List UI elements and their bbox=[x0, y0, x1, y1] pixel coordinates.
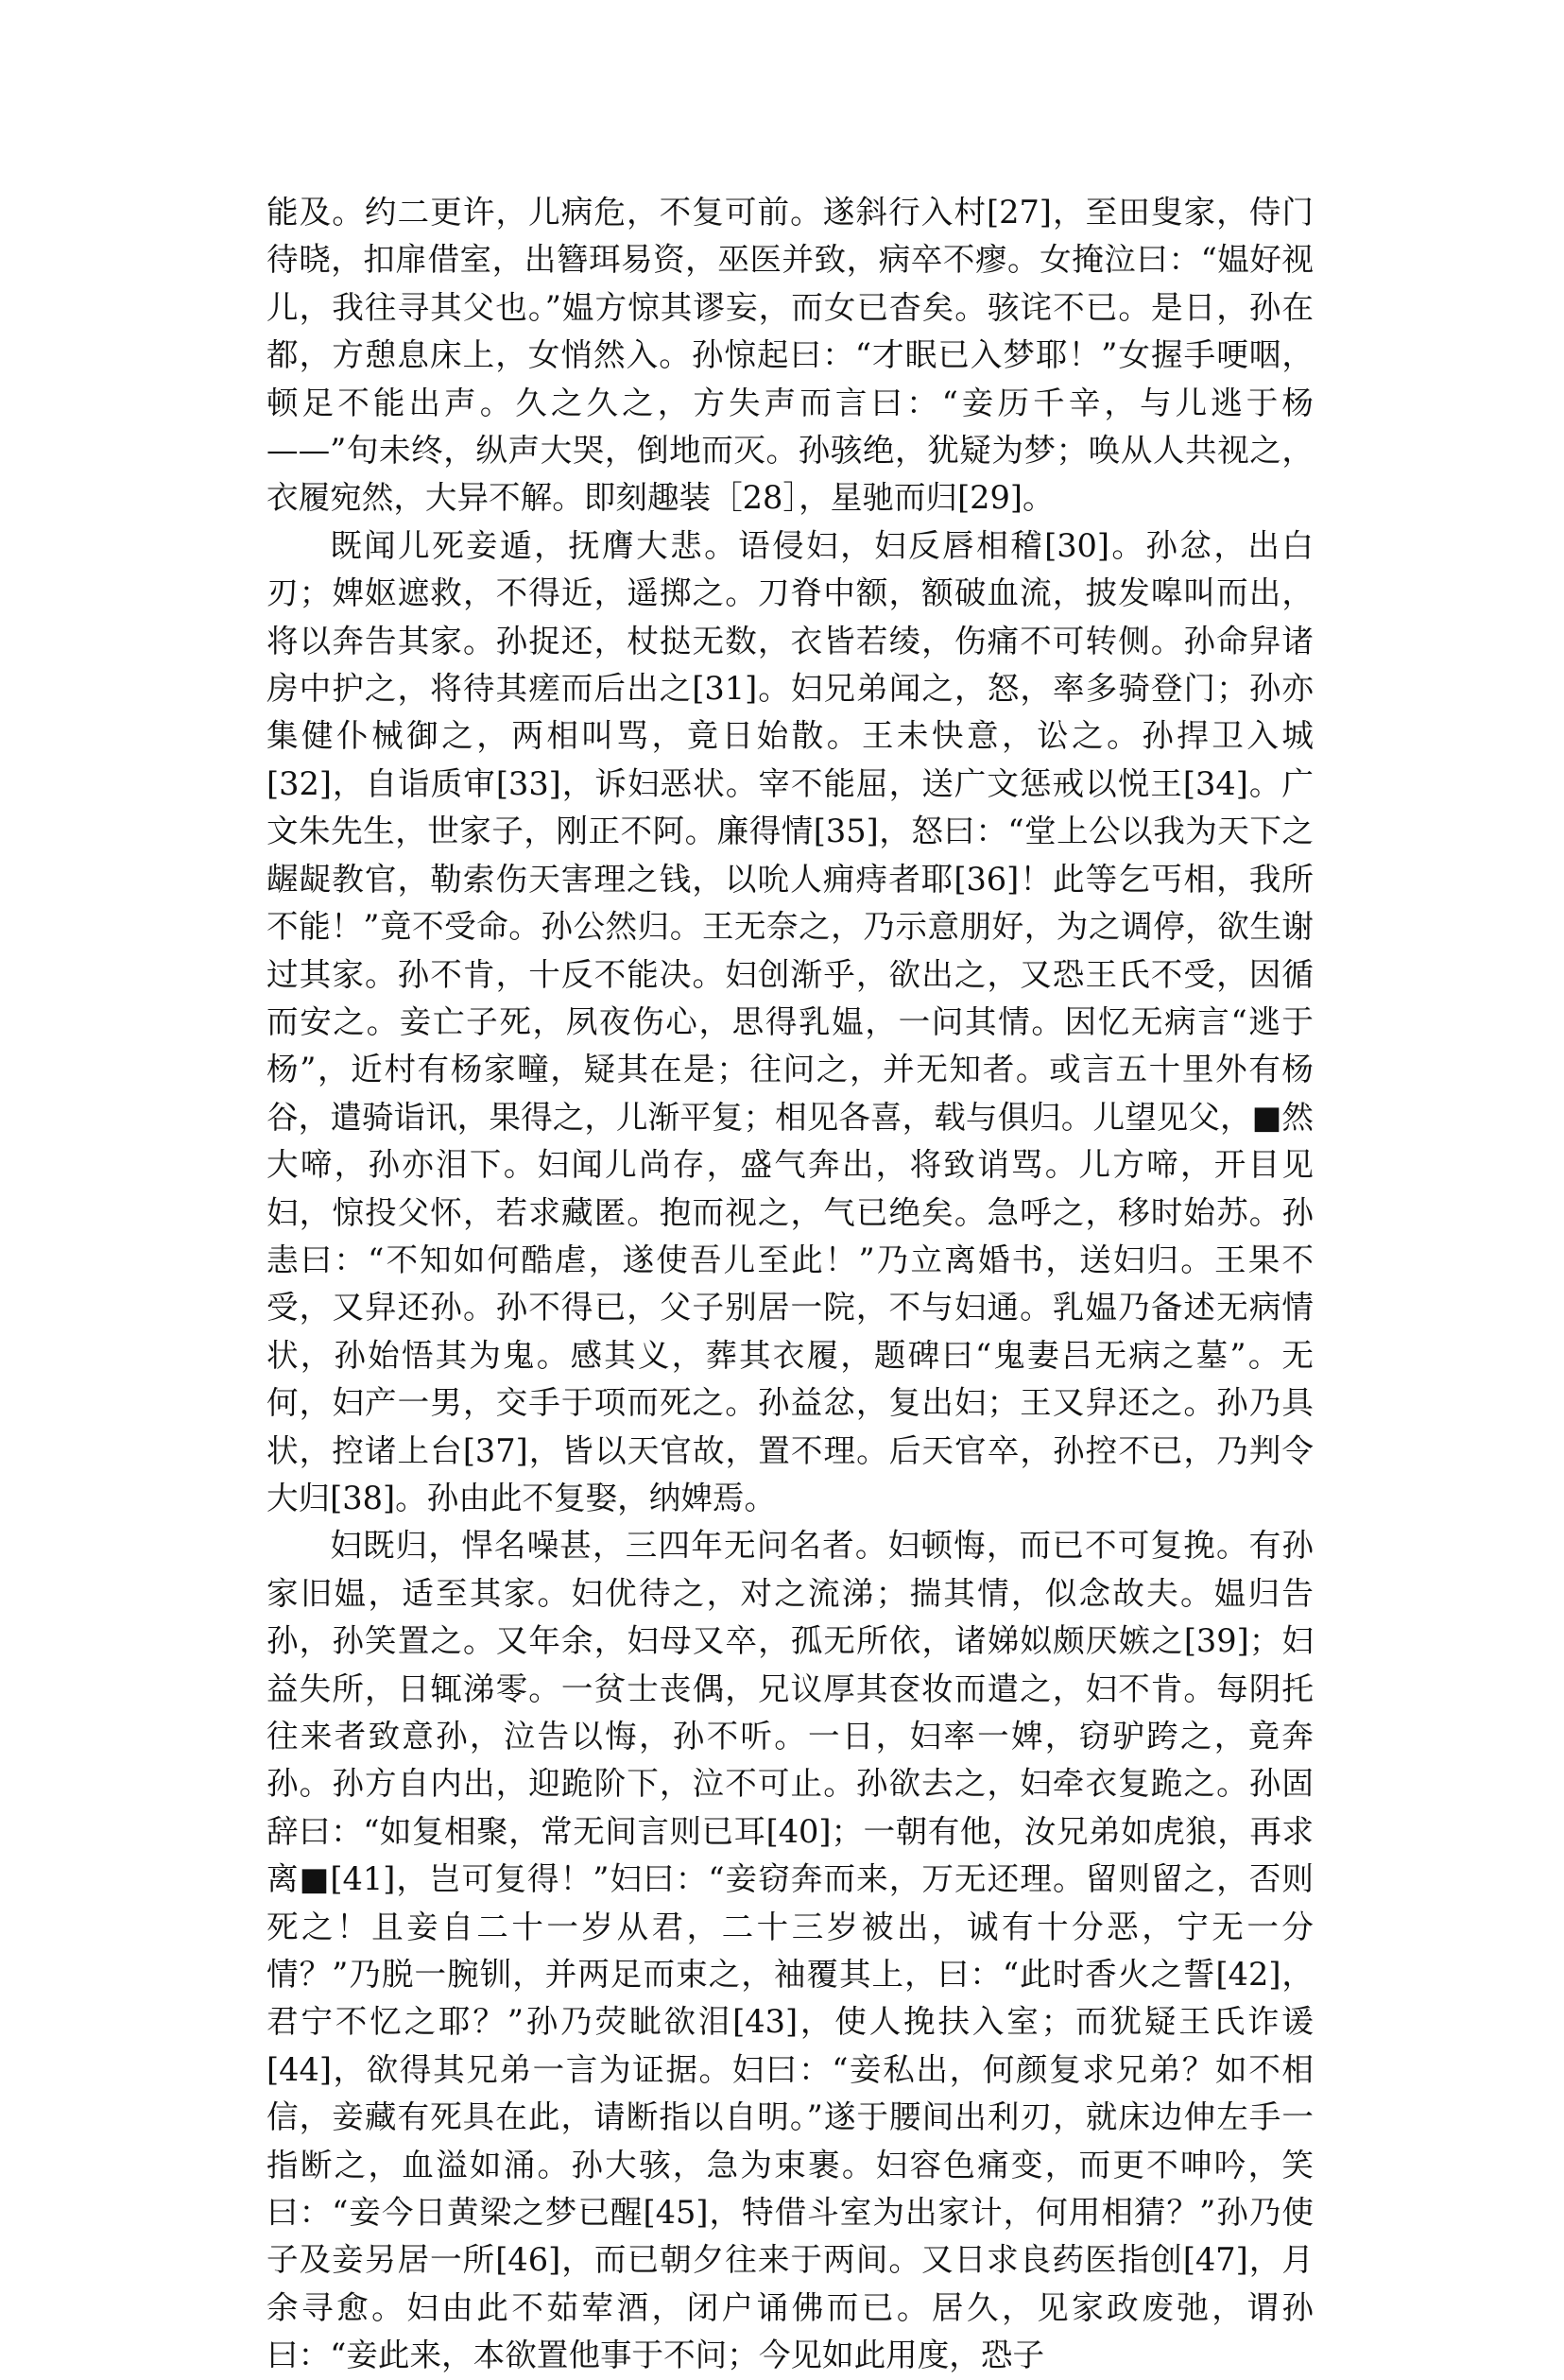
paragraph-2: 既闻儿死妾遁，抚膺大悲。语侵妇，妇反唇相稽[30]。孙忿，出白刃；婢妪遮救，不得近，遥掷之。刀脊中额，额破血流，披发嗥叫而出，将以奔告其家。孙捉还，杖挞无数，衣皆若绫，伤痛不可转侧。孙命舁诸房中护之，将待其瘥而后出之[31]。妇兄弟闻之，怒，率多骑登门；孙亦集健仆械御之，两相叫骂，竟日始散。王未快意，讼之。孙捍卫入城[32]，自诣质审[33]，诉妇恶状。宰不能屈，送广文惩戒以悦王[34]。广文朱先生，世家子，刚正不阿。廉得情[35]，怒曰：“堂上公以我为天下之龌龊教官，勒索伤天害理之钱，以吮人痈痔者耶[36]！此等乞丐相，我所不能！”竟不受命。孙公然归。王无奈之，乃示意朋好，为之调停，欲生谢过其家。孙不肯，十反不能决。妇创渐乎，欲出之，又恐王氏不受，因循而安之。妾亡子死，夙夜伤心，思得乳媪，一问其情。因忆无病言“逃于杨”，近村有杨家疃，疑其在是；往问之，并无知者。或言五十里外有杨谷，遣骑诣讯，果得之，儿渐平复；相见各喜，载与俱归。儿望见父，■然大啼，孙亦泪下。妇闻儿尚存，盛气奔出，将致诮骂。儿方啼，开目见妇，惊投父怀，若求藏匿。抱而视之，气已绝矣。急呼之，移时始苏。孙恚曰：“不知如何酷虐，遂使吾儿至此！”乃立离婚书，送妇归。王果不受，又舁还孙。孙不得已，父子别居一院，不与妇通。乳媪乃备述无病情状，孙始悟其为鬼。感其义，葬其衣履，题碑曰“鬼妻吕无病之墓”。无何，妇产一男，交手于项而死之。孙益忿，复出妇；王又舁还之。孙乃具状，控诸上台[37]，皆以天官故，置不理。后天官卒，孙控不已，乃判令大归[38]。孙由此不复娶，纳婢焉。 bbox=[266, 526, 1314, 1516]
paragraph-1: 能及。约二更许，儿病危，不复可前。遂斜行入村[27]，至田叟家，侍门待晓，扣扉借室，出簪珥易资，巫医并致，病卒不瘳。女掩泣曰：“媪好视儿，我往寻其父也。”媪方惊其谬妄，而女已杳矣。骇诧不已。是日，孙在都，方憩息床上，女悄然入。孙惊起曰：“才眠已入梦耶！”女握手哽咽，顿足不能出声。久之久之，方失声而言曰：“妾历千辛，与儿逃于杨——”句未终，纵声大哭，倒地而灭。孙骇绝，犹疑为梦；唤从人共视之，衣履宛然，大异不解。即刻趣装［28］，星驰而归[29]。 bbox=[266, 194, 1314, 517]
document-page bbox=[266, 189, 1314, 2380]
paragraph-3: 妇既归，悍名噪甚，三四年无问名者。妇顿悔，而已不可复挽。有孙家旧媪，适至其家。妇优待之，对之流涕；揣其情，似念故夫。媪归告孙，孙笑置之。又年余，妇母又卒，孤无所依，诸娣姒颇厌嫉之[39]；妇益失所，日辄涕零。一贫士丧偶，兄议厚其奁妆而遣之，妇不肯。每阴托往来者致意孙，泣告以悔，孙不听。一日，妇率一婢，窃驴跨之，竟奔孙。孙方自内出，迎跪阶下，泣不可止。孙欲去之，妇牵衣复跪之。孙固辞曰：“如复相聚，常无间言则已耳[40]；一朝有他，汝兄弟如虎狼，再求离■[41]，岂可复得！”妇曰：“妾窃奔而来，万无还理。留则留之，否则死之！且妾自二十一岁从君，二十三岁被出，诚有十分恶，宁无一分情？”乃脱一腕钏，并两足而束之，袖覆其上，曰：“此时香火之誓[42]，君宁不忆之耶？”孙乃荧眦欲泪[43]，使人挽扶入室；而犹疑王氏诈谖[44]，欲得其兄弟一言为证据。妇曰：“妾私出，何颜复求兄弟？如不相信，妾藏有死具在此，请断指以自明。”遂于腰间出利刃，就床边伸左手一指断之，血溢如涌。孙大骇，急为束裹。妇容色痛变，而更不呻吟，笑曰：“妾今日黄梁之梦已醒[45]，特借斗室为出家计，何用相猜？”孙乃使子及妾另居一所[46]，而已朝夕往来于两间。又日求良药医指创[47]，月余寻愈。妇由此不茹荤酒，闭户诵佛而已。居久，见家政废弛，谓孙曰：“妾此来，本欲置他事于不问；今见如此用度，恐子 bbox=[266, 1527, 1314, 2374]
